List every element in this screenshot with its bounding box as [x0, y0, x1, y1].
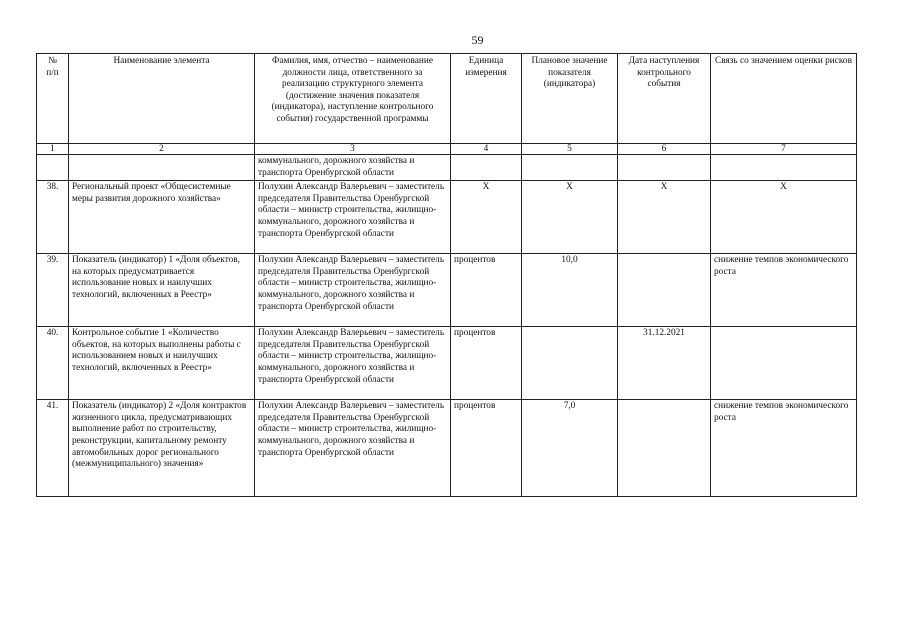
row-date: [618, 400, 711, 497]
row-plan: [522, 327, 618, 400]
row-date: [618, 254, 711, 327]
row-risk: [711, 155, 857, 181]
column-number: 7: [711, 144, 857, 155]
column-number: 4: [451, 144, 522, 155]
row-name: Региональный проект «Общесистемные меры развития дорожного хозяйства»: [69, 181, 255, 254]
row-responsible: Полухин Александр Валерьевич – заместитель председателя Правительства Оренбургской области – министр строительства, жилищно-коммунального, дорожного хозяйства и транспорта Оренбургской области: [255, 254, 451, 327]
row-plan: 10,0: [522, 254, 618, 327]
row-risk: снижение темпов экономического роста: [711, 400, 857, 497]
header-element-name: Наименование элемента: [69, 54, 255, 144]
column-number: 6: [618, 144, 711, 155]
row-risk: [711, 327, 857, 400]
row-plan: [522, 155, 618, 181]
header-planned-value: Плановое значение показателя (индикатора): [522, 54, 618, 144]
program-elements-table: [36, 53, 857, 497]
page-number: 59: [471, 33, 484, 47]
row-date: X: [618, 181, 711, 254]
row-num: 38.: [37, 181, 69, 254]
column-number-row: [37, 144, 857, 155]
row-name: Контрольное событие 1 «Количество объектов, на которых выполнены работы с использованием новых и наилучших технологий, включенных в Реестр»: [69, 327, 255, 400]
row-date: [618, 155, 711, 181]
row-risk: снижение темпов экономического роста: [711, 254, 857, 327]
column-number: 5: [522, 144, 618, 155]
column-number: 2: [69, 144, 255, 155]
column-number: 1: [37, 144, 69, 155]
row-num: 41.: [37, 400, 69, 497]
row-num: 39.: [37, 254, 69, 327]
table-row: [37, 181, 857, 254]
row-unit: процентов: [451, 400, 522, 497]
row-name: Показатель (индикатор) 1 «Доля объектов, на которых предусматривается использование новых и наилучших технологий, включенных в Реестр»: [69, 254, 255, 327]
table-row: [37, 327, 857, 400]
row-responsible: Полухин Александр Валерьевич – заместитель председателя Правительства Оренбургской области – министр строительства, жилищно-коммунального, дорожного хозяйства и транспорта Оренбургской области: [255, 181, 451, 254]
row-unit: процентов: [451, 254, 522, 327]
row-plan: X: [522, 181, 618, 254]
row-responsible: коммунального, дорожного хозяйства и транспорта Оренбургской области: [255, 155, 451, 181]
row-risk: X: [711, 181, 857, 254]
row-num: [37, 155, 69, 181]
row-responsible: Полухин Александр Валерьевич – заместитель председателя Правительства Оренбургской области – министр строительства, жилищно-коммунального, дорожного хозяйства и транспорта Оренбургской области: [255, 400, 451, 497]
row-name: [69, 155, 255, 181]
row-responsible: Полухин Александр Валерьевич – заместитель председателя Правительства Оренбургской области – министр строительства, жилищно-коммунального, дорожного хозяйства и транспорта Оренбургской области: [255, 327, 451, 400]
row-unit: [451, 155, 522, 181]
header-num: № п/п: [37, 54, 69, 144]
column-number: 3: [255, 144, 451, 155]
table-row: [37, 254, 857, 327]
row-plan: 7,0: [522, 400, 618, 497]
header-risk-link: Связь со значением оценки рисков: [711, 54, 857, 144]
row-unit: X: [451, 181, 522, 254]
header-unit: Единица измерения: [451, 54, 522, 144]
table-row: [37, 400, 857, 497]
row-unit: процентов: [451, 327, 522, 400]
header-event-date: Дата наступления контрольного события: [618, 54, 711, 144]
row-date: 31.12.2021: [618, 327, 711, 400]
table-row: [37, 155, 857, 181]
row-name: Показатель (индикатор) 2 «Доля контрактов жизненного цикла, предусматривающих выполнение работ по строительству, реконструкции, капитальному ремонту автомобильных дорог регионального (межмуниципального) значения»: [69, 400, 255, 497]
header-responsible: Фамилия, имя, отчество – наименование должности лица, ответственного за реализацию структурного элемента (достижение значения показателя (индикатора), наступление контрольного события) государственной программы: [255, 54, 451, 144]
header-row: [37, 54, 857, 144]
row-num: 40.: [37, 327, 69, 400]
